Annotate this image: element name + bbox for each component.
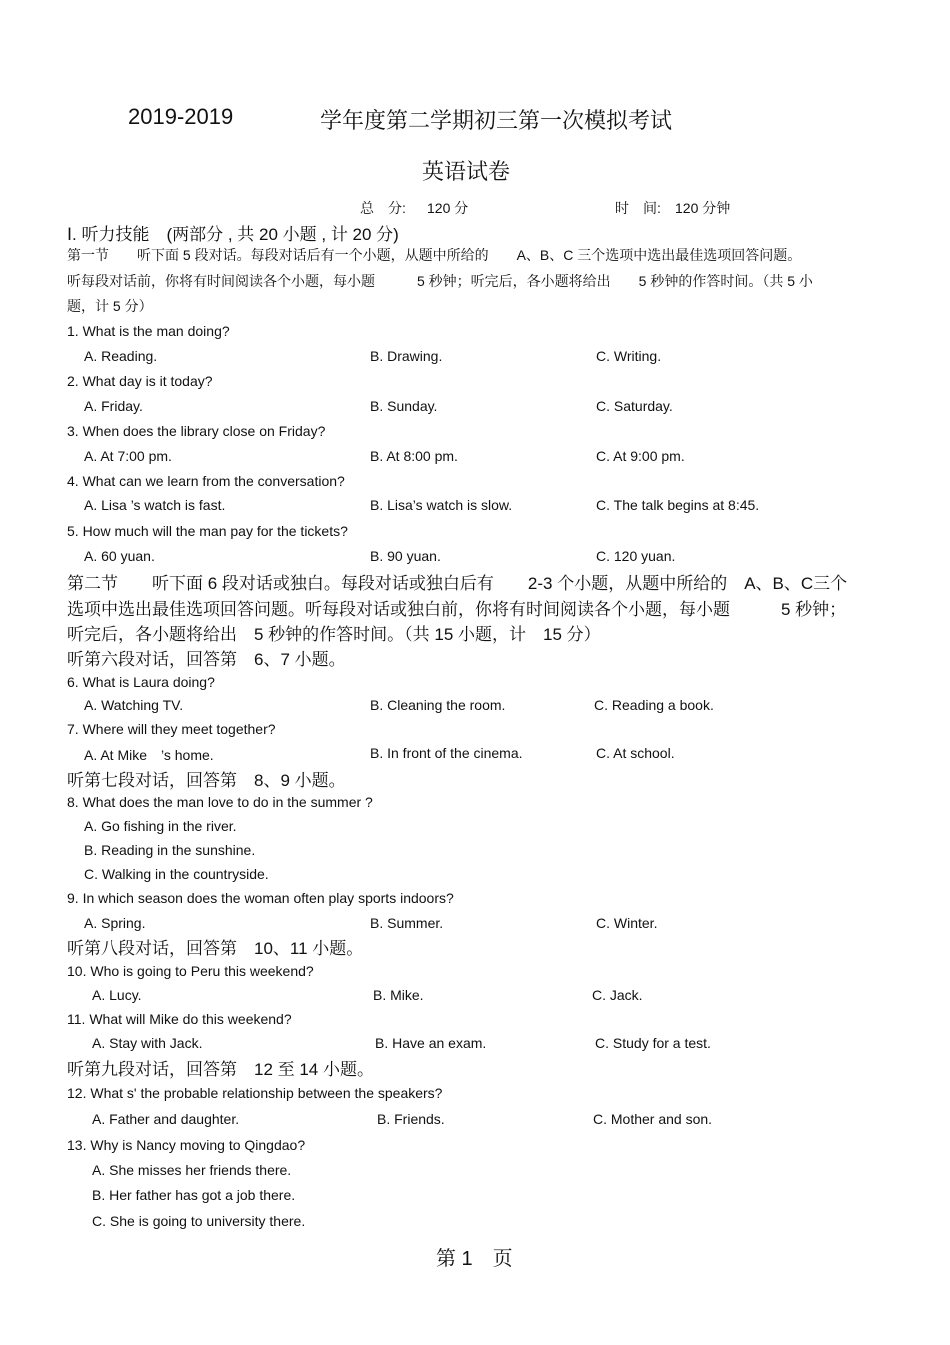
question: 4. What can we learn from the conversation? — [67, 473, 345, 489]
question: 12. What s' the probable relationship between the speakers? — [67, 1085, 443, 1101]
option-a: A. Spring. — [84, 915, 146, 931]
question: 1. What is the man doing? — [67, 323, 230, 339]
option-b: B. At 8:00 pm. — [370, 448, 458, 464]
question: 5. How much will the man pay for the tickets? — [67, 523, 348, 539]
question: 10. Who is going to Peru this weekend? — [67, 963, 314, 979]
option-a: A. 60 yuan. — [84, 548, 155, 564]
option-b: B. 90 yuan. — [370, 548, 441, 564]
option-a: A. At Mike ’s home. — [84, 747, 214, 763]
option-a: A. She misses her friends there. — [92, 1162, 292, 1178]
sec2-line: 第二节 听下面 6 段对话或独白。每段对话或独白后有 2-3 个小题，从题中所给的 A、B、C三个 — [67, 574, 848, 593]
page-number: 第 1 页 — [436, 1248, 513, 1270]
option-b: B. Sunday. — [370, 398, 438, 414]
exam-title: 学年度第二学期初三第一次模拟考试 — [320, 108, 673, 133]
option-a: A. Stay with Jack. — [92, 1035, 203, 1051]
total-score-label: 总 分: — [360, 200, 406, 216]
option-b: B. Lisa’s watch is slow. — [370, 497, 513, 513]
option-b: B. Cleaning the room. — [370, 697, 506, 713]
question: 3. When does the library close on Friday? — [67, 423, 326, 439]
option-a: A. Watching TV. — [84, 697, 184, 713]
option-b: B. Her father has got a job there. — [92, 1187, 296, 1203]
question: 7. Where will they meet together? — [67, 721, 276, 737]
option-c: C. The talk begins at 8:45. — [596, 497, 760, 513]
option-a: A. Go fishing in the river. — [84, 818, 237, 834]
option-c: C. Walking in the countryside. — [84, 866, 269, 882]
option-c: C. Jack. — [592, 987, 643, 1003]
exam-year: 2019-2019 — [128, 104, 234, 129]
question: 11. What will Mike do this weekend? — [67, 1011, 292, 1027]
total-score-value: 120 分 — [427, 200, 469, 216]
time-label: 时 间: — [615, 200, 661, 216]
option-b: B. In front of the cinema. — [370, 745, 523, 761]
option-b: B. Reading in the sunshine. — [84, 842, 256, 858]
option-a: A. Father and daughter. — [92, 1111, 240, 1127]
question: 2. What day is it today? — [67, 373, 213, 389]
question: 6. What is Laura doing? — [67, 674, 215, 690]
option-c: C. At school. — [596, 745, 675, 761]
sec2-line: 选项中选出最佳选项回答问题。听每段对话或独白前，你将有时间阅读各个小题，每小题 5 秒钟； — [67, 600, 847, 619]
exam-subject: 英语试卷 — [422, 159, 511, 184]
option-c: C. Reading a book. — [594, 697, 714, 713]
option-a: A. Lucy. — [92, 987, 142, 1003]
option-b: B. Mike. — [373, 987, 424, 1003]
time-value: 120 分钟 — [675, 200, 731, 216]
option-c: C. She is going to university there. — [92, 1213, 306, 1229]
option-a: A. Lisa ’s watch is fast. — [84, 497, 226, 513]
option-c: C. Study for a test. — [595, 1035, 711, 1051]
question: 8. What does the man love to do in the summer ? — [67, 794, 373, 810]
group-header: 听第六段对话，回答第 6、7 小题。 — [67, 650, 346, 669]
question: 9. In which season does the woman often play sports indoors? — [67, 890, 454, 906]
option-c: C. Mother and son. — [593, 1111, 713, 1127]
option-a: A. Reading. — [84, 348, 158, 364]
option-b: B. Drawing. — [370, 348, 443, 364]
option-b: B. Have an exam. — [375, 1035, 487, 1051]
question: 13. Why is Nancy moving to Qingdao? — [67, 1137, 306, 1153]
option-b: B. Summer. — [370, 915, 444, 931]
option-a: A. Friday. — [84, 398, 143, 414]
sec1-line: 听每段对话前，你将有时间阅读各个小题，每小题 5 秒钟；听完后，各小题将给出 5 秒钟的作答时间。（共 5 小 — [67, 273, 813, 289]
option-c: C. Writing. — [596, 348, 662, 364]
part1-heading: Ⅰ. 听力技能 (两部分 , 共 20 小题 , 计 20 分) — [67, 225, 399, 244]
option-c: C. At 9:00 pm. — [596, 448, 685, 464]
option-c: C. Saturday. — [596, 398, 673, 414]
option-b: B. Friends. — [377, 1111, 445, 1127]
group-header: 听第九段对话，回答第 12 至 14 小题。 — [67, 1060, 374, 1079]
group-header: 听第八段对话，回答第 10、11 小题。 — [67, 939, 364, 958]
group-header: 听第七段对话，回答第 8、9 小题。 — [67, 771, 346, 790]
sec1-line: 第一节 听下面 5 段对话。每段对话后有一个小题，从题中所给的 A、B、C 三个选项中选出最佳选项回答问题。 — [67, 247, 802, 263]
option-c: C. 120 yuan. — [596, 548, 676, 564]
sec1-line: 题，计 5 分） — [67, 298, 153, 314]
option-c: C. Winter. — [596, 915, 658, 931]
sec2-line: 听完后，各小题将给出 5 秒钟的作答时间。（共 15 小题，计 15 分） — [67, 625, 601, 644]
option-a: A. At 7:00 pm. — [84, 448, 172, 464]
